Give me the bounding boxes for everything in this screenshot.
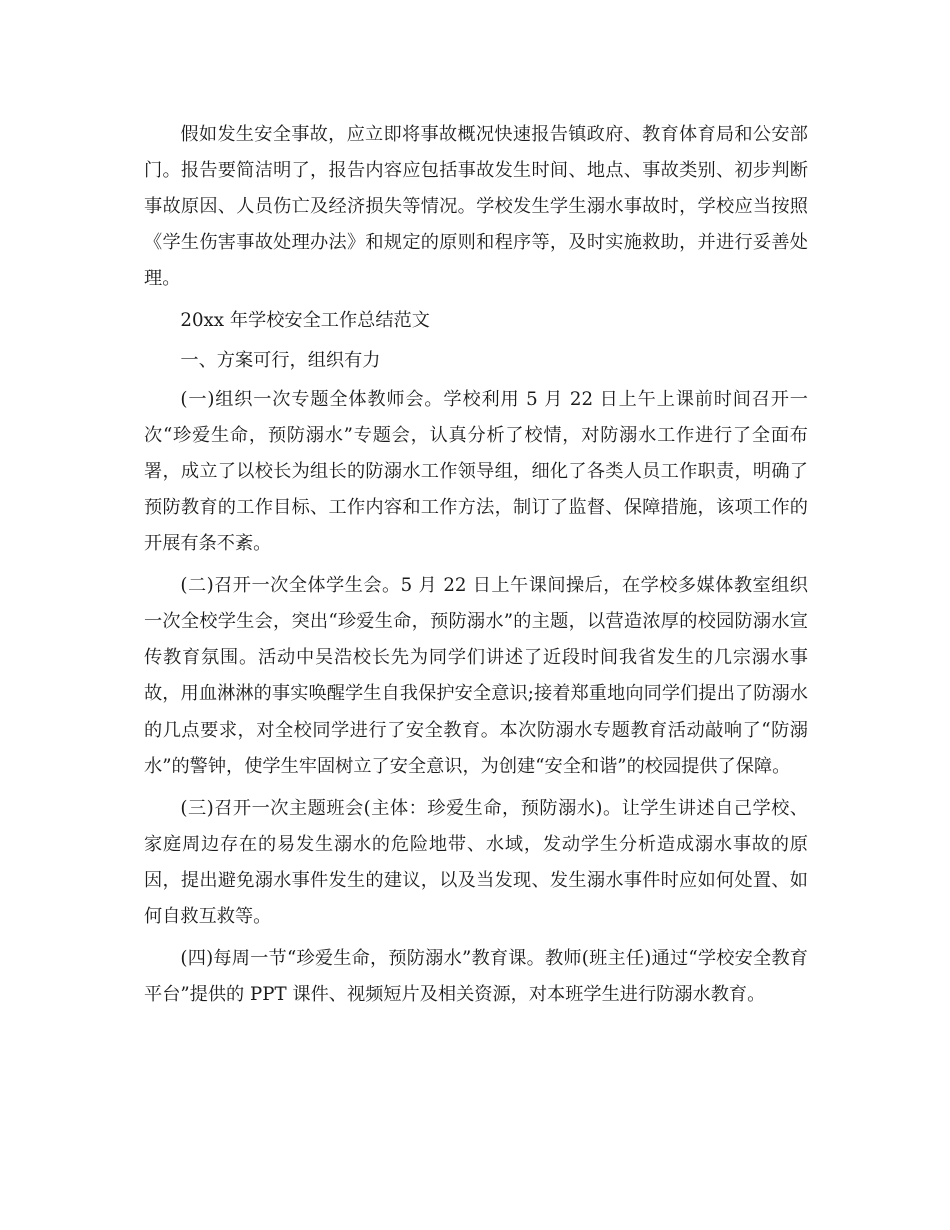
section-heading: 一、方案可行，组织有力 — [180, 349, 381, 371]
document-title: 20xx 年学校安全工作总结范文 — [180, 310, 430, 332]
document-body — [144, 117, 808, 1019]
paragraph-teacher-meeting: (一)组织一次专题全体教师会。学校利用 5 月 22 日上午上课前时间召开一次“珍爱生命，预防溺水”专题会，认真分析了校情，对防溺水工作进行了全面布署，成立了以校长为组长的防溺水工作领导组，细化了各类人员工作职责，明确了预防教育的工作目标、工作内容和工作方法，制订了监督、保障措施，该项工作的开展有条不紊。 — [144, 388, 808, 555]
paragraph-accident-report: 假如发生安全事故，应立即将事故概况快速报告镇政府、教育体育局和公安部门。报告要简洁明了，报告内容应包括事故发生时间、地点、事故类别、初步判断事故原因、人员伤亡及经济损失等情况。学校发生学生溺水事故时，学校应当按照《学生伤害事故处理办法》和规定的原则和程序等，及时实施救助，并进行妥善处理。 — [144, 124, 808, 290]
paragraph-weekly-lesson: (四)每周一节“珍爱生命，预防溺水”教育课。教师(班主任)通过“学校安全教育平台”提供的 PPT 课件、视频短片及相关资源，对本班学生进行防溺水教育。 — [144, 948, 808, 1006]
paragraph-class-meeting: (三)召开一次主题班会(主体：珍爱生命，预防溺水)。让学生讲述自己学校、家庭周边存在的易发生溺水的危险地带、水域，发动学生分析造成溺水事故的原因，提出避免溺水事件发生的建议，以及当发现、发生溺水事件时应如何处置、如何自救互救等。 — [144, 797, 808, 927]
paragraph-student-meeting: (二)召开一次全体学生会。5 月 22 日上午课间操后，在学校多媒体教室组织一次全校学生会，突出“珍爱生命，预防溺水”的主题，以营造浓厚的校园防溺水宣传教育氛围。活动中吴浩校长先为同学们讲述了近段时间我省发生的几宗溺水事故，用血淋淋的事实唤醒学生自我保护安全意识;接着郑重地向同学们提出了防溺水的几点要求，对全校同学进行了安全教育。本次防溺水专题教育活动敲响了“防溺水”的警钟，使学生牢固树立了安全意识，为创建“安全和谐”的校园提供了保障。 — [144, 575, 808, 777]
